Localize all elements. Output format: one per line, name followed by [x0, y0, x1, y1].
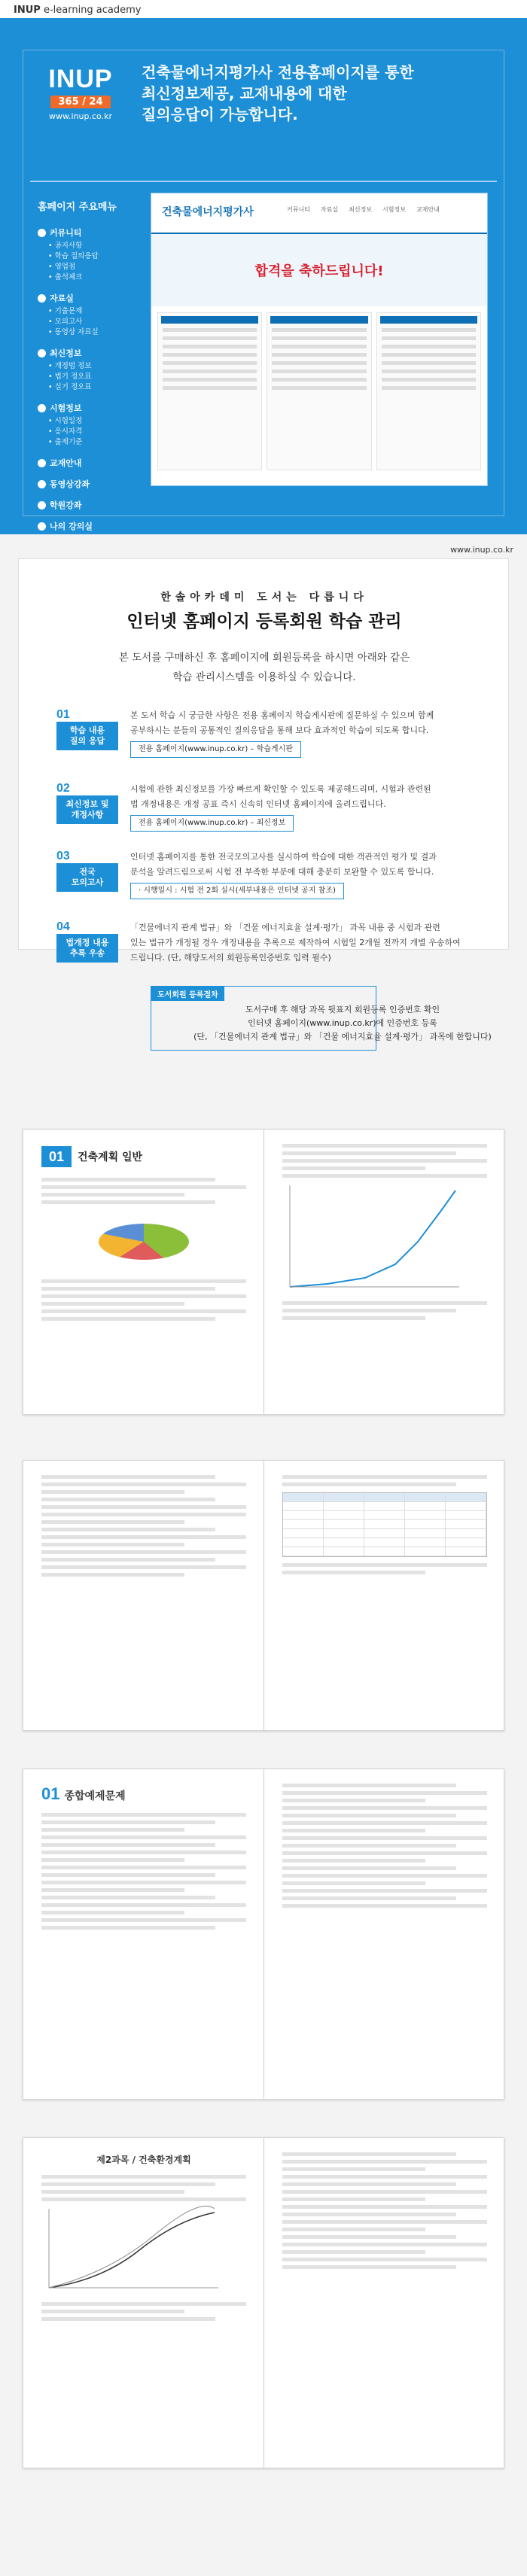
brand-label: INUP e-learning academy: [14, 5, 142, 16]
benefit-link-box[interactable]: 전용 홈페이지(www.inup.co.kr) – 학습게시판: [130, 741, 301, 758]
sample-table: [282, 1492, 487, 1557]
benefit-link-box[interactable]: 전용 홈페이지(www.inup.co.kr) – 최신정보: [130, 815, 294, 832]
benefit-row-qna: 01 학습 내용 질의 응답 본 도서 학습 시 궁금한 사항은 전용 홈페이지 학습게시판에 질문하실 수 있으며 함께 공부하시는 분들의 공통적인 질의응답을 통해 보다 효과적인 학습이 되도록 합니다. 전용 홈페이지(www.inup.co.kr) – 학습게시판: [56, 708, 486, 762]
menu-group-news[interactable]: 최신정보 • 개정법 정보 • 법기 정오표 • 실기 정오표: [38, 347, 143, 393]
bullet-icon: [38, 349, 46, 357]
shot-menu: 커뮤니티 자료실 최신정보 시험정보 교재안내: [287, 206, 440, 213]
menu-sub-item[interactable]: • 응시자격: [48, 427, 83, 436]
chapter-title: 종합예제문제: [64, 1790, 126, 1802]
menu-group-video[interactable]: 동영상강좌: [38, 478, 143, 490]
chapter-number: 01: [41, 1784, 60, 1803]
menu-sub-item[interactable]: • 개정법 정보: [48, 362, 92, 370]
menu-sub-item[interactable]: • 실기 정오표: [48, 383, 92, 391]
benefit-row-supplement: 04 법개정 내용 추록 우송 「건물에너지 관계 법규」와 「건물 에너지효율 설계·평가」 과목 내용 중 시험과 관련 있는 법규가 개정될 경우 개정내용을 추록으로 제작하여 시험일 2개월 전까지 개별 우송하여 드립니다. (단, 해당도서의 회원등록인증번호 입력 필수): [56, 920, 461, 963]
sample-curve-graph: [41, 2205, 222, 2295]
benefit-info-box: · 시행일시 : 시험 전 2회 실시(세부내용은 인터넷 공지 참조): [130, 883, 344, 899]
menu-sub-item[interactable]: • 학습 질의응답: [48, 252, 99, 260]
menu-sub-item[interactable]: • 영업점: [48, 263, 76, 271]
sample-line-graph: [282, 1182, 463, 1294]
chapter-title: 건축계획 일반: [78, 1151, 143, 1163]
bullet-icon: [38, 480, 46, 488]
shot-logo: 건축물에너지평가사: [162, 206, 254, 218]
chapter-number: 01: [41, 1146, 72, 1167]
hero-title: 건축물에너지평가사 전용홈페이지를 통한 최신정보제공, 교재내용에 대한 질의응답이 가능합니다.: [142, 63, 414, 123]
shot-columns: [151, 306, 487, 476]
registration-notice: [151, 986, 492, 1051]
benefit-tag: 최신정보 및 개정사항: [56, 795, 118, 824]
site-url: www.inup.co.kr: [450, 545, 513, 555]
card-kicker: 한솔아카데미 도서는 다릅니다: [160, 592, 368, 604]
card-description: 본 도서를 구매하신 후 홈페이지에 회원등록을 하시면 아래와 같은 학습 관리시스템을 이용하실 수 있습니다.: [118, 652, 410, 683]
sample-spread-1: [23, 1129, 504, 1415]
benefit-tag: 학습 내용 질의 응답: [56, 722, 118, 750]
notice-body: 도서구매 후 해당 과목 뒷표지 회원등록 인증번호 확인 인터넷 홈페이지(www.inup.co.kr)에 인증번호 등록 (단, 「건물에너지 관계 법규」와 「건물 에너지효율 설계·평가」 과목에 한합니다): [193, 1005, 492, 1042]
bullet-icon: [38, 459, 46, 467]
bullet-icon: [38, 229, 46, 237]
menu-title: 홈페이지 주요메뉴: [38, 202, 117, 213]
menu-sub-item[interactable]: • 출제기준: [48, 438, 83, 446]
menu-sub-item[interactable]: • 동영상 자료실: [48, 328, 99, 336]
bullet-icon: [38, 522, 46, 531]
logo-badge: 365 / 24: [50, 96, 110, 108]
menu-sub-item[interactable]: • 공지사항: [48, 242, 83, 250]
shot-header: [151, 193, 487, 234]
menu-group-books[interactable]: 교재안내: [38, 457, 143, 469]
menu-sub-item[interactable]: • 시험일정: [48, 417, 83, 425]
menu-group-community[interactable]: 커뮤니티 • 공지사항 • 학습 질의응답 • 영업점 • 출석체크: [38, 227, 143, 283]
menu-sub-item[interactable]: • 기출문제: [48, 307, 83, 315]
benefit-tag: 법개정 내용 추록 우송: [56, 934, 118, 963]
bullet-icon: [38, 294, 46, 303]
sample-spread-3: [23, 1769, 504, 2100]
menu-group-exam[interactable]: 시험정보 • 시험일정 • 응시자격 • 출제기준: [38, 402, 143, 448]
notice-head: 도서회원 등록절차: [151, 987, 224, 1001]
website-screenshot: [151, 193, 488, 486]
main-menu-list: [38, 199, 143, 541]
bullet-icon: [38, 501, 46, 509]
shot-banner: 합격을 축하드립니다!: [151, 234, 487, 306]
menu-sub-item[interactable]: • 법기 정오표: [48, 373, 92, 381]
benefit-tag: 전국 모의고사: [56, 863, 118, 892]
sample-spread-4: [23, 2137, 504, 2468]
menu-sub-item[interactable]: • 모의고사: [48, 318, 83, 326]
benefit-row-mock: 03 전국 모의고사 인터넷 홈페이지를 통한 전국모의고사를 실시하여 학습에 대한 객관적인 평가 및 결과 분석을 알려드림으로써 시험 전 부족한 부분에 대해 충분히 보완할 수 있도록 합니다. · 시행일시 : 시험 전 2회 실시(세부내용은 인터넷 공지 참조): [56, 850, 486, 904]
menu-group-archive[interactable]: 자료실 • 기출문제 • 모의고사 • 동영상 자료실: [38, 292, 143, 338]
section-title: 제2과목 / 건축환경계획: [96, 2155, 191, 2165]
sample-pie-chart: [99, 1224, 189, 1260]
sample-spread-2: [23, 1460, 504, 1731]
logo-text: INUP: [48, 65, 113, 93]
card-headline: 인터넷 홈페이지 등록회원 학습 관리: [126, 612, 402, 631]
bullet-icon: [38, 404, 46, 412]
hero-section: [0, 18, 527, 534]
inup-logo[interactable]: [32, 65, 129, 121]
menu-group-myroom[interactable]: 나의 강의실: [38, 520, 143, 532]
benefit-row-news: 02 최신정보 및 개정사항 시험에 관한 최신정보를 가장 빠르게 확인할 수 있도록 제공해드리며, 시험과 관련된 법 개정내용은 개정 공표 즉시 신속히 인터넷 홈페이지에 올려드립니다. 전용 홈페이지(www.inup.co.kr) – 최신정보: [56, 782, 486, 836]
hero-divider: [30, 181, 497, 182]
membership-card: [18, 558, 509, 963]
menu-sub-item[interactable]: • 출석체크: [48, 273, 83, 281]
menu-group-academy[interactable]: 학원강좌: [38, 499, 143, 511]
logo-url: www.inup.co.kr: [49, 111, 112, 121]
